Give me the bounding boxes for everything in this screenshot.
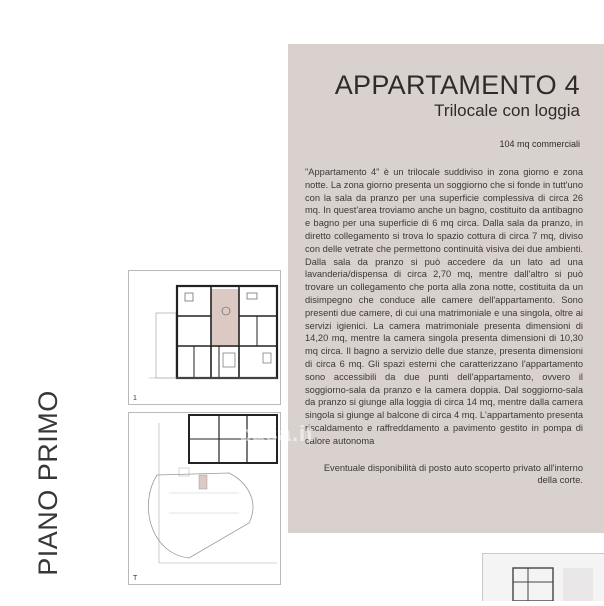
floor-title: PIANO PRIMO bbox=[33, 390, 63, 576]
parking-note: Eventuale disponibilità di posto auto scoperto privato all'interno della corte. bbox=[323, 462, 583, 486]
floor-plan-first bbox=[128, 270, 281, 405]
next-page-thumbnail bbox=[482, 553, 604, 601]
plan-label-first: 1 bbox=[133, 395, 137, 402]
floor-plan-first-drawing bbox=[129, 271, 280, 404]
watermark-logo: casa.it bbox=[239, 421, 315, 446]
apartment-area: 104 mq commerciali bbox=[499, 139, 580, 149]
plan-label-ground: T bbox=[133, 575, 138, 582]
apartment-title: APPARTAMENTO 4 bbox=[334, 70, 580, 100]
thumbnail-plan-drawing bbox=[483, 554, 604, 601]
apartment-subtitle: Trilocale con loggia bbox=[434, 101, 580, 120]
description-text bbox=[305, 166, 583, 487]
description-paragraph: "Appartamento 4" è un trilocale suddiviso in zona giorno e zona notte. La zona giorno presenta un soggiorno che si fonde in tutt'uno con la sala da pranzo per una superficie complessiva di circa 26 mq. In quest'area troviamo anche un bagno, costituito da antibagno e bagno per una superficie di 6 mq circa. Dalla sala da pranzo, in diretto collegamento si trova lo spazio cottura di circa 7 mq, diviso con delle vetrate che permettono continuità visiva dei due ambienti. Dalla sala da pranzo si può accedere da un lato ad una lavanderia/dispensa di circa 2,70 mq, mentre dall'altro si può trovare un collegamento che porta alla zona notte, costituita da un disimpegno che conduce alle camere dell'appartamento. Sono presenti due camere, di cui una matrimoniale e una singola, oltre ai servizi igienici. La camera matrimoniale presenta dimensioni di 14,20 mq, mentre la camera singola presenta dimensioni di 10,30 mq circa. Il bagno a servizio delle due stanze, presenta dimensioni di circa 6 mq. Gli spazi esterni che caratterizzano l'appartamento sono accessibili da due punti dell'appartamento, ovvero il soggiorno-sala da pranzo e la camera doppia. Dal soggiorno-sala da pranzo si giunge alla loggia di circa 14 mq, mentre dalla camera singola si giunge al balcone di circa 4 mq. L'appartamento presenta riscaldamento e raffreddamento a pavimento gestito in pompa di calore autonoma bbox=[305, 167, 583, 446]
